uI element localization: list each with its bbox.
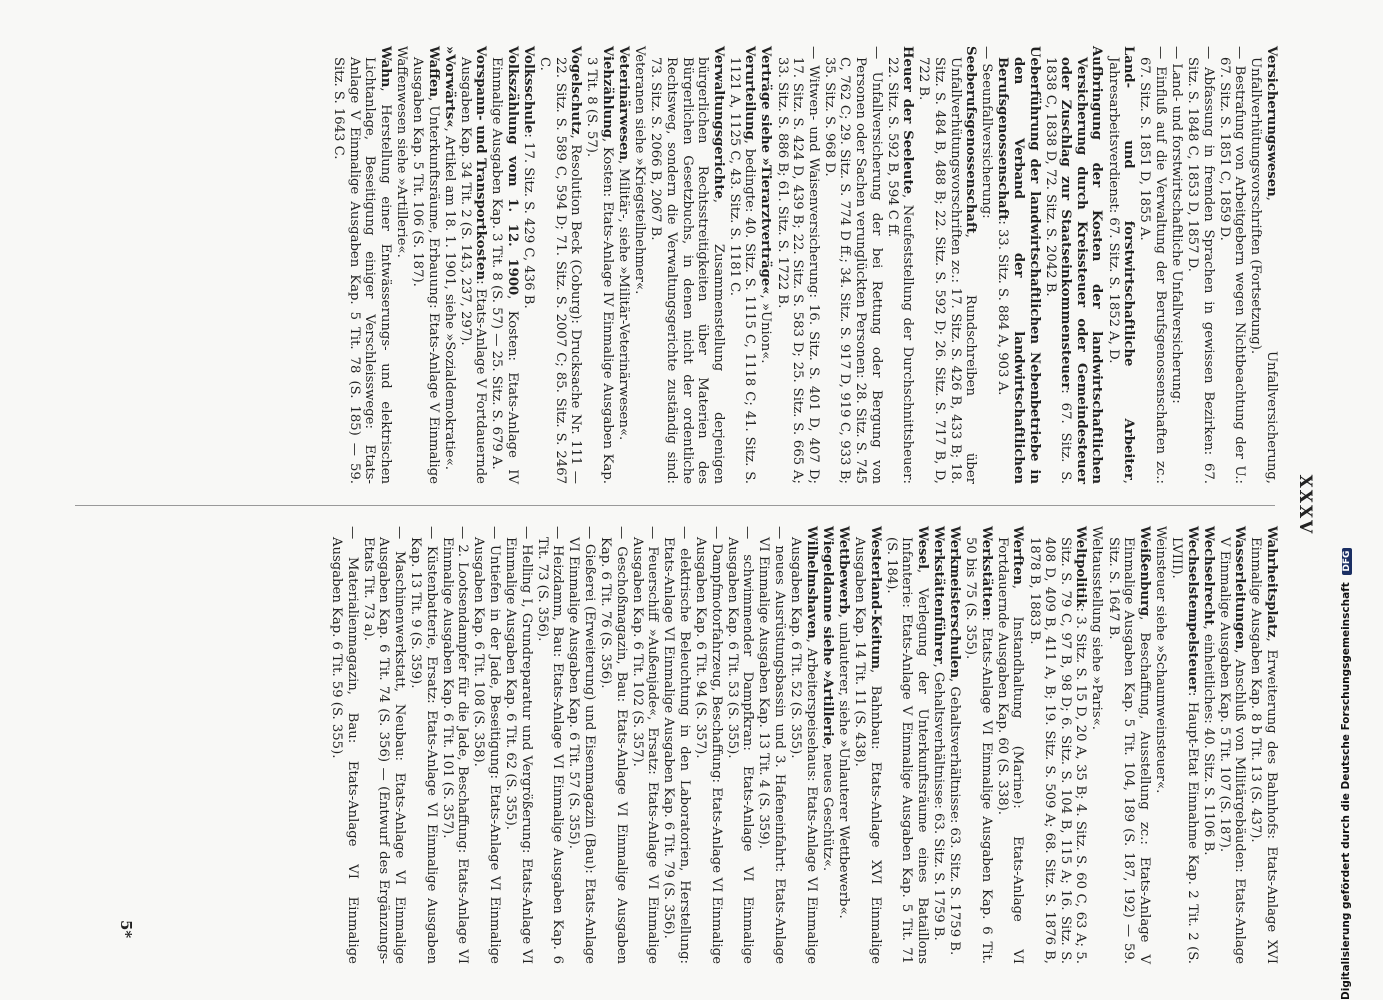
- index-entry: »Vorwärts«, Artikel am 18. 1. 1901, siehe »Sozialdemokratie«.: [441, 46, 457, 470]
- index-entry: Werften, Instandhaltung (Marine): Etats-Anlage VI Fortdauernde Ausgaben Kap. 60 (S. 338).: [994, 526, 1026, 964]
- index-entry: Wahrheitsplatz, Erweiterung des Bahnhofs: Etats-Anlage XVI Einmalige Ausgaben Kap. 8 b Tit. 13 (S. 437).: [1248, 526, 1279, 964]
- index-entry: Land- und forstwirtschaftliche Arbeiter, Jahresarbeitsverdienst: 67. Sitz. S. 1852 A, D.: [1105, 46, 1137, 484]
- index-entry: Verwaltungsgerichte, Zusammenstellung derjenigen bürgerlichen Rechtsstreitigkeiten über Materien des Bürgerlichen Gesetzbuchs, in denen nicht der ordentliche Rechtsweg, sondern die Verwaltungsgerichte zuständig sind: 73. Sitz. S. 2066 B, 2067 B.: [648, 46, 726, 484]
- index-entry: Wilhelmshaven, Arbeiterspeisehaus: Etats-Anlage VI Einmalige Ausgaben Kap. 6 Tit. 52 (S. 355).: [788, 526, 819, 964]
- index-entry: — Maschinenwerkstatt, Neubau: Etats-Anlage VI Einmalige Ausgaben Kap. 6 Tit. 74 (S. 356) — (Entwurf des Ergänzungs-Etats Tit. 73 a).: [360, 526, 407, 964]
- index-entry: Volksschule: 17. Sitz. S. 429 C, 436 B.: [521, 46, 537, 309]
- index-entry: — Heizdamm, Bau: Etats-Anlage VI Einmalige Ausgaben Kap. 6 Tit. 73 (S. 356).: [534, 526, 566, 964]
- index-entry: Viehzählung, Kosten: Etats-Anlage IV Einmalige Ausgaben Kap. 3 Tit. 8 (S. 57).: [584, 46, 616, 484]
- index-entry: Werkstättenführer, Gehaltsverhältnisse: 63. Sitz. S. 1759 B.: [931, 526, 947, 941]
- index-entry: Weinsteuer siehe »Schaumweinsteuer«.: [1152, 526, 1168, 794]
- index-entry: Wasserleitungen, Anschluß von Militärgebäuden: Etats-Anlage V Einmalige Ausgaben Kap. 5 Tit. 107 (S. 187).: [1216, 526, 1248, 964]
- index-entry: Aufbringung der Kosten der landwirtschaftlichen Versicherung durch Kreissteuer oder Gemeindesteuer oder Zuschlag zur Staatseinkommensteuer: 67. Sitz. S. 1838 C, 1838 D, 72. Sitz. S. 2042 B.: [1042, 46, 1105, 484]
- index-entry: Waffen, Unterkunftsräume, Erbauung: Etats-Anlage V Einmalige Ausgaben Kap. 5 Tit. 106 (S. 187).: [409, 46, 441, 484]
- index-entry: Weltpolitik: 3. Sitz. S. 15 D, 20 A, 35 B; 4. Sitz. S. 60 C, 63 A; 5. Sitz. S. 79 C, 97 B, 98 D; 6. Sitz. S. 104 B, 115 A; 16. Sitz. S. 408 D, 409 B, 411 A, B; 19. Sitz. S. 509 A; 68. Sitz. S. 1876 B, 1878 B, 1883 B.: [1026, 526, 1089, 964]
- index-entry: — 2. Lootsendampfer für die Jade, Beschaffung: Etats-Anlage VI Einmalige Ausgaben Kap. 6 Tit. 101 (S. 357).: [439, 526, 471, 964]
- index-entry: Wechselstempelsteuer: Haupt-Etat Einnahme Kap. 2 Tit. 2 (S. LVIII).: [1168, 526, 1200, 964]
- index-entry: Vogelschutz, Resolution Beck (Coburg): Drucksache Nr. 111 — 22. Sitz. S. 589 C, 594 D; 71. Sitz. S. 2007 C; 85. Sitz. S. 2467 C.: [537, 46, 584, 484]
- index-entry: — Dampfmotorfahrzeug, Beschaffung: Etats-Anlage VI Einmalige Ausgaben Kap. 6 Tit. 94 (S. 357).: [693, 526, 724, 964]
- index-entry: Werkmeisterschulen, Gehaltsverhältnisse: 63. Sitz. S. 1759 B.: [947, 526, 963, 956]
- index-entry: — neues Ausrüstungsbassin und 3. Hafeneinfahrt: Etats-Anlage VI Einmalige Ausgaben Kap. 13 Tit. 4 (S. 359).: [756, 526, 788, 964]
- column-divider: [75, 505, 1275, 506]
- index-entry: — Unfallversicherung der bei Rettung oder Bergung von Personen oder Sachen verunglückten Personen: 28. Sitz. S. 745 C, 762 C; 29. Sitz. S. 774 D ff.; 34. Sitz. S. 917 D, 919 C, 933 B; 35. Sitz. S. 968 D.: [821, 46, 884, 484]
- digitization-note: [1340, 550, 1352, 1000]
- right-column: [328, 526, 1279, 964]
- index-entry: Weißenburg, Beschaffung, Ausstellung zc.: Etats-Anlage V Einmalige Ausgaben Kap. 5 Tit. 104, 189 (S. 187, 192) — 59. Sitz. S. 1647 B.: [1105, 526, 1152, 964]
- index-entry: — Geschoßmagazin, Bau: Etats-Anlage VI Einmalige Ausgaben Kap. 6 Tit. 76 (S. 356).: [598, 526, 629, 964]
- index-entry: — Untiefen in der Jade, Beseitigung: Etats-Anlage VI Einmalige Ausgaben Kap. 6 Tit. 108 (S. 358).: [471, 526, 502, 964]
- index-entry: Wettbewerb, unlauterer, siehe »Unlauterer Wettbewerb«.: [835, 526, 851, 919]
- index-entry: Wahn, Herstellung einer Entwässerungs- und elektrischen Lichtanlage, Beseitigung einiger Verschleisswege: Etats-Anlage V Einmalige Ausgaben Kap. 5 Tit. 78 (S. 185) — 59. Sitz. S. 1643 C.: [330, 46, 393, 484]
- index-entry: — Gießerei (Erweiterung) und Eisenmagazin (Bau): Etats-Anlage VI Einmalige Ausgaben Kap. 6 Tit. 57 (S. 355).: [566, 526, 597, 964]
- index-entry: — Feuerschiff »Außenjade«, Ersatz: Etats-Anlage VI Einmalige Ausgaben Kap. 6 Tit. 102 (S. 357).: [629, 526, 661, 964]
- index-entry: — Land- und forstwirtschaftliche Unfallversicherung:: [1168, 46, 1184, 404]
- dfg-logo: DFG: [1342, 548, 1352, 575]
- index-entry: Westerland-Keitum, Bahnbau: Etats-Anlage XVI Einmalige Ausgaben Kap. 14 Tit. 11 (S. 438).: [852, 526, 883, 964]
- index-entry: Verurteilung, bedingte: 40. Sitz. S. 1115 C, 1118 C; 41. Sitz. S. 1121 A, 1125 C, 43. Sitz. S. 1181 C.: [726, 46, 758, 484]
- index-entry: Werkstätten: Etats-Anlage VI Einmalige Ausgaben Kap. 6 Tit. 50 bis 75 (S. 355).: [963, 526, 994, 964]
- index-entry: Verträge siehe »Tierarztverträge«, »Union«.: [758, 46, 774, 364]
- index-entry: — Seeunfallversicherung:: [979, 46, 995, 219]
- index-entry: Wechselrecht, einheitliches: 40. Sitz. S. 1106 B.: [1200, 526, 1216, 856]
- page-number: XXXV: [1295, 474, 1315, 536]
- index-entry: Wesel, Verlegung der Unterkunftsräume eines Bataillons Infanterie: Etats-Anlage V Einmalige Ausgaben Kap. 5 Tit. 71 (S. 184).: [883, 526, 930, 964]
- index-entry: Waffenwesen siehe »Artillerie«.: [393, 46, 409, 258]
- rotated-page-content: [70, 40, 1315, 970]
- index-entry: — Materialienmagazin, Bau: Etats-Anlage VI Einmalige Ausgaben Kap. 6 Tit. 59 (S. 355).: [328, 526, 360, 964]
- index-entry: — Einfluß auf die Verwaltung der Berufsgenossenschaften zc.: 67. Sitz. S. 1851 D, 1855 A.: [1137, 46, 1168, 484]
- index-entry: Volkszählung vom 1. 12. 1900, Kosten: Etats-Anlage IV Einmalige Ausgaben Kap. 3 Tit. 8 (S. 57) — 25. Sitz. S. 679 A.: [489, 46, 520, 484]
- index-entry: Seeberufsgenossenschaft, Rundschreiben über Unfallverhütungsvorschriften zc.: 17. Sitz. S. 426 B, 433 B; 18. Sitz. S. 484 B, 488 B; 22. Sitz. S. 592 D; 26. Sitz. S. 717 B, D, 722 B.: [916, 46, 979, 484]
- digitization-note-text: Digitalisierung gefördert durch die Deutsche Forschungsgemeinschaft: [1340, 582, 1352, 1000]
- index-entry: Veteranen siehe »Kriegsteilnehmer«.: [632, 46, 648, 295]
- index-entry: — Küstenbatterie, Ersatz: Etats-Anlage VI Einmalige Ausgaben Kap. 13 Tit. 9 (S. 359).: [407, 526, 439, 964]
- index-entry: Weltausstellung siehe »Paris«.: [1089, 526, 1105, 730]
- signature-mark: 5*: [117, 920, 135, 939]
- index-entry: Heuer der Seeleute, Neufeststellung der Durchschnittsheuer: 22. Sitz. S. 592 B, 594 C ff.: [884, 46, 916, 484]
- index-entry: Veterinärwesen, Militär-, siehe »Militär-Veterinärwesen«.: [616, 46, 632, 441]
- index-entry: Wiegeldanne siehe »Artillerie, neues Geschütz«.: [819, 526, 835, 872]
- index-entry: Ueberführung der landwirtschaftlichen Nebenbetriebe in den Verband der landwirtschaftlichen Berufsgenossenschaft: 33. Sitz. S. 884 A, 903 A.: [995, 46, 1042, 484]
- index-entry: — schwimmender Dampfkran: Etats-Anlage VI Einmalige Ausgaben Kap. 6 Tit. 53 (S. 355).: [724, 526, 756, 964]
- index-entry: — Helling I, Grundreparatur und Vergrößerung: Etats-Anlage VI Einmalige Ausgaben Kap. 6 Tit. 62 (S. 355).: [503, 526, 534, 964]
- index-entry: — Abfassung in fremden Sprachen in gewissen Bezirken: 67. Sitz. S. 1848 C, 1853 D, 1857 D.: [1185, 46, 1216, 484]
- index-entry: — Bestrafung von Arbeitgebern wegen Nichtbeachtung der U.: 67. Sitz. S. 1851 C, 1859 D.: [1216, 46, 1248, 484]
- left-column: [330, 46, 1279, 484]
- index-entry: — elektrische Beleuchtung in den Laboratorien, Herstellung: Etats-Anlage VI Einmalige Ausgaben Kap. 6 Tit. 79 (S. 356).: [661, 526, 693, 964]
- index-entry: Versicherungswesen, Unfallversicherung, Unfallverhütungsvorschriften (Fortsetzung).: [1248, 46, 1279, 484]
- index-entry: Vorspann- und Transportkosten: Etats-Anlage V Fortdauernde Ausgaben Kap. 34 Tit. 2 (S. 143, 237, 297).: [457, 46, 489, 484]
- index-entry: — Witwen- und Waisenversicherung: 16. Sitz. S. 401 D, 407 D; 17. Sitz. S. 424 D, 439 B; 22. Sitz. S. 583 D; 25. Sitz. S. 665 A; 33. Sitz. S. 886 B; 61. Sitz. S. 1722 B.: [774, 46, 821, 484]
